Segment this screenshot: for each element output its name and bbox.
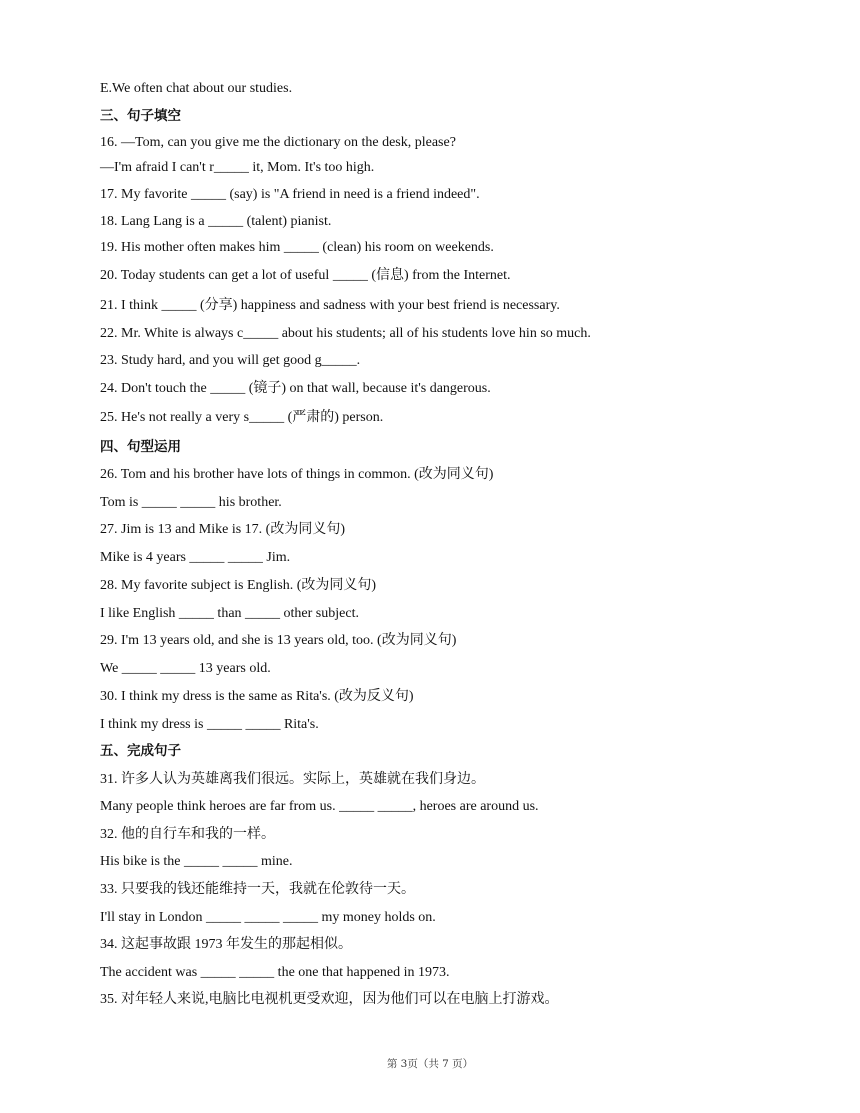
question-16: 16. —Tom, can you give me the dictionary on the desk, please?	[100, 135, 456, 150]
question-33: 33. 只要我的钱还能维持一天，我就在伦敦待一天。	[100, 882, 415, 897]
question-21: 21. I think _____ (分享) happiness and sadness with your best friend is necessary.	[100, 298, 560, 313]
question-27-answer-line: Mike is 4 years _____ _____ Jim.	[100, 550, 291, 565]
answer-option-e: E.We often chat about our studies.	[100, 81, 293, 96]
question-18: 18. Lang Lang is a _____ (talent) pianist.	[100, 214, 332, 229]
question-31: 31. 许多人认为英雄离我们很远。实际上，英雄就在我们身边。	[100, 772, 485, 787]
question-32-answer-line: His bike is the _____ _____ mine.	[100, 854, 293, 869]
question-26-answer-line: Tom is _____ _____ his brother.	[100, 495, 282, 510]
question-25: 25. He's not really a very s_____ (严肃的) person.	[100, 410, 384, 425]
question-28-answer-line: I like English _____ than _____ other subject.	[100, 606, 359, 621]
question-35: 35. 对年轻人来说,电脑比电视机更受欢迎，因为他们可以在电脑上打游戏。	[100, 992, 559, 1007]
question-32: 32. 他的自行车和我的一样。	[100, 827, 275, 842]
question-28: 28. My favorite subject is English. (改为同义句)	[100, 578, 377, 593]
question-20: 20. Today students can get a lot of useful _____ (信息) from the Internet.	[100, 268, 511, 283]
question-30: 30. I think my dress is the same as Rita's. (改为反义句)	[100, 689, 414, 704]
question-33-answer-line: I'll stay in London _____ _____ _____ my money holds on.	[100, 910, 436, 925]
question-30-answer-line: I think my dress is _____ _____ Rita's.	[100, 717, 319, 732]
question-34-answer-line: The accident was _____ _____ the one that happened in 1973.	[100, 965, 450, 980]
question-19: 19. His mother often makes him _____ (clean) his room on weekends.	[100, 240, 494, 255]
question-24: 24. Don't touch the _____ (镜子) on that wall, because it's dangerous.	[100, 381, 491, 396]
section-heading-sentence-patterns: 四、句型运用	[100, 439, 181, 455]
question-27: 27. Jim is 13 and Mike is 17. (改为同义句)	[100, 522, 345, 537]
question-29: 29. I'm 13 years old, and she is 13 years old, too. (改为同义句)	[100, 633, 457, 648]
section-heading-sentence-fill: 三、句子填空	[100, 108, 181, 124]
page-footer: 第 3页（共 7 页）	[386, 1058, 474, 1070]
question-26: 26. Tom and his brother have lots of things in common. (改为同义句)	[100, 467, 494, 482]
question-23: 23. Study hard, and you will get good g_____.	[100, 353, 361, 368]
question-16-reply: —I'm afraid I can't r_____ it, Mom. It's too high.	[100, 160, 375, 175]
question-17: 17. My favorite _____ (say) is "A friend in need is a friend indeed".	[100, 187, 480, 202]
section-heading-complete-sentences: 五、完成句子	[100, 743, 181, 759]
question-34: 34. 这起事故跟 1973 年发生的那起相似。	[100, 937, 352, 952]
question-31-answer-line: Many people think heroes are far from us. _____ _____, heroes are around us.	[100, 799, 539, 814]
question-29-answer-line: We _____ _____ 13 years old.	[100, 661, 271, 676]
question-22: 22. Mr. White is always c_____ about his students; all of his students love hin so much.	[100, 326, 591, 341]
